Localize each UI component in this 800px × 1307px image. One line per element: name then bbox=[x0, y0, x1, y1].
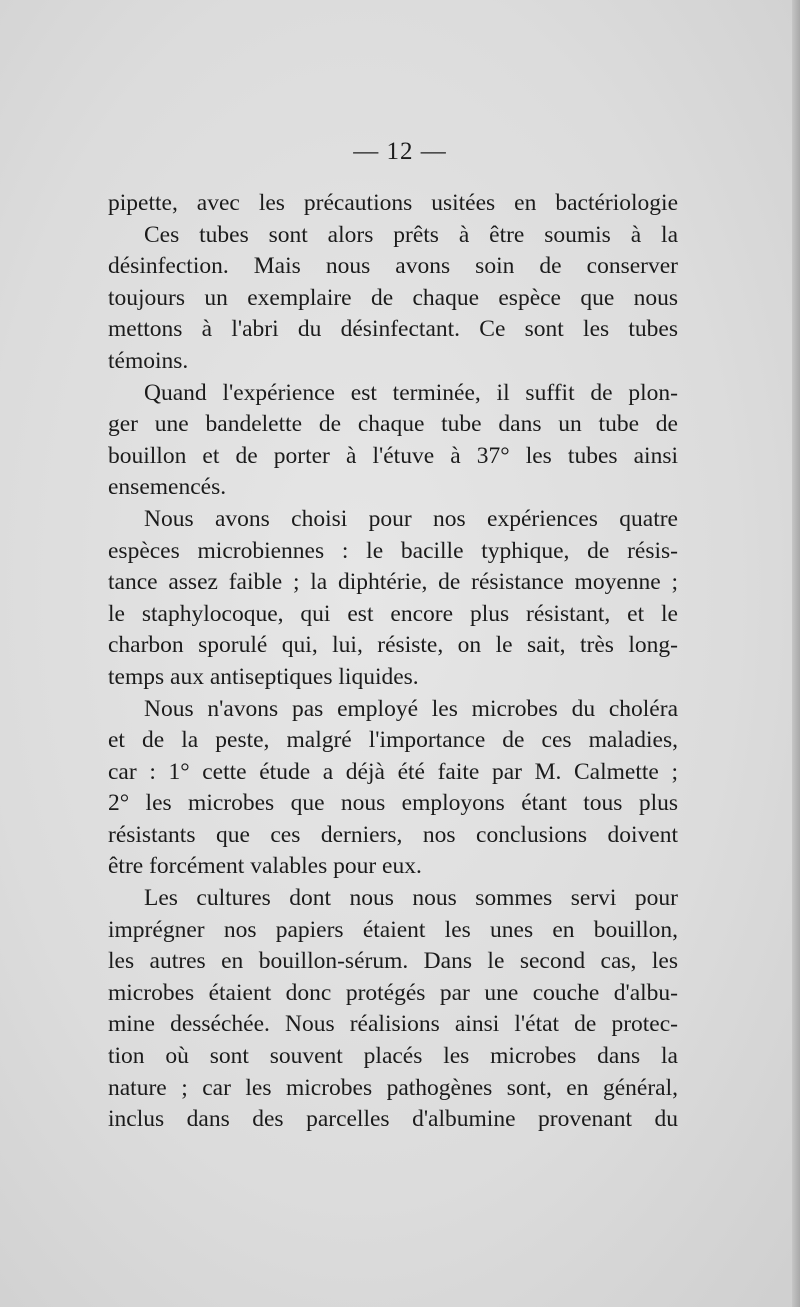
text-line: Les cultures dont nous nous sommes servi pour bbox=[144, 885, 678, 912]
text-line: imprégner nos papiers étaient les unes en bouillon, bbox=[108, 916, 678, 943]
text-line: ensemencés. bbox=[108, 474, 227, 501]
text-line: mettons à l'abri du désinfectant. Ce sont les tubes bbox=[108, 316, 678, 343]
text-line: charbon sporulé qui, lui, résiste, on le sait, très long- bbox=[108, 632, 678, 659]
body-text bbox=[108, 188, 678, 1136]
page-number: — 12 — bbox=[353, 138, 447, 165]
text-line: et de la peste, malgré l'importance de ces maladies, bbox=[108, 727, 678, 754]
text-line: 2° les microbes que nous employons étant tous plus bbox=[108, 790, 678, 817]
text-line: mine desséchée. Nous réalisions ainsi l'état de protec- bbox=[108, 1011, 678, 1038]
text-line: Ces tubes sont alors prêts à être soumis à la bbox=[144, 221, 678, 248]
text-line: Quand l'expérience est terminée, il suffit de plon- bbox=[144, 379, 678, 406]
text-line: tance assez faible ; la diphtérie, de résistance moyenne ; bbox=[108, 569, 678, 596]
text-line: espèces microbiennes : le bacille typhique, de résis- bbox=[108, 537, 678, 564]
text-line: nature ; car les microbes pathogènes sont, en général, bbox=[108, 1074, 678, 1101]
text-line: temps aux antiseptiques liquides. bbox=[108, 663, 419, 690]
text-line: pipette, avec les précautions usitées en bactériologie bbox=[108, 190, 678, 216]
text-line: microbes étaient donc protégés par une couche d'albu- bbox=[108, 979, 678, 1006]
page-edge-shadow bbox=[792, 0, 800, 1307]
text-line: les autres en bouillon-sérum. Dans le second cas, les bbox=[108, 948, 678, 975]
text-line: car : 1° cette étude a déjà été faite par M. Calmette ; bbox=[108, 758, 678, 785]
text-line: le staphylocoque, qui est encore plus résistant, et le bbox=[108, 600, 678, 627]
text-line: bouillon et de porter à l'étuve à 37° les tubes ainsi bbox=[108, 442, 678, 469]
text-line: résistants que ces derniers, nos conclusions doivent bbox=[108, 821, 678, 848]
text-line: tion où sont souvent placés les microbes dans la bbox=[108, 1043, 678, 1070]
text-line: être forcément valables pour eux. bbox=[108, 853, 422, 880]
text-line: inclus dans des parcelles d'albumine provenant du bbox=[108, 1106, 678, 1133]
text-line: Nous avons choisi pour nos expériences quatre bbox=[144, 505, 678, 532]
text-line: toujours un exemplaire de chaque espèce que nous bbox=[108, 284, 678, 311]
text-line: témoins. bbox=[108, 347, 189, 374]
text-line: ger une bandelette de chaque tube dans un tube de bbox=[108, 411, 678, 438]
text-line: désinfection. Mais nous avons soin de conserver bbox=[108, 253, 678, 280]
text-line: Nous n'avons pas employé les microbes du choléra bbox=[144, 695, 678, 722]
